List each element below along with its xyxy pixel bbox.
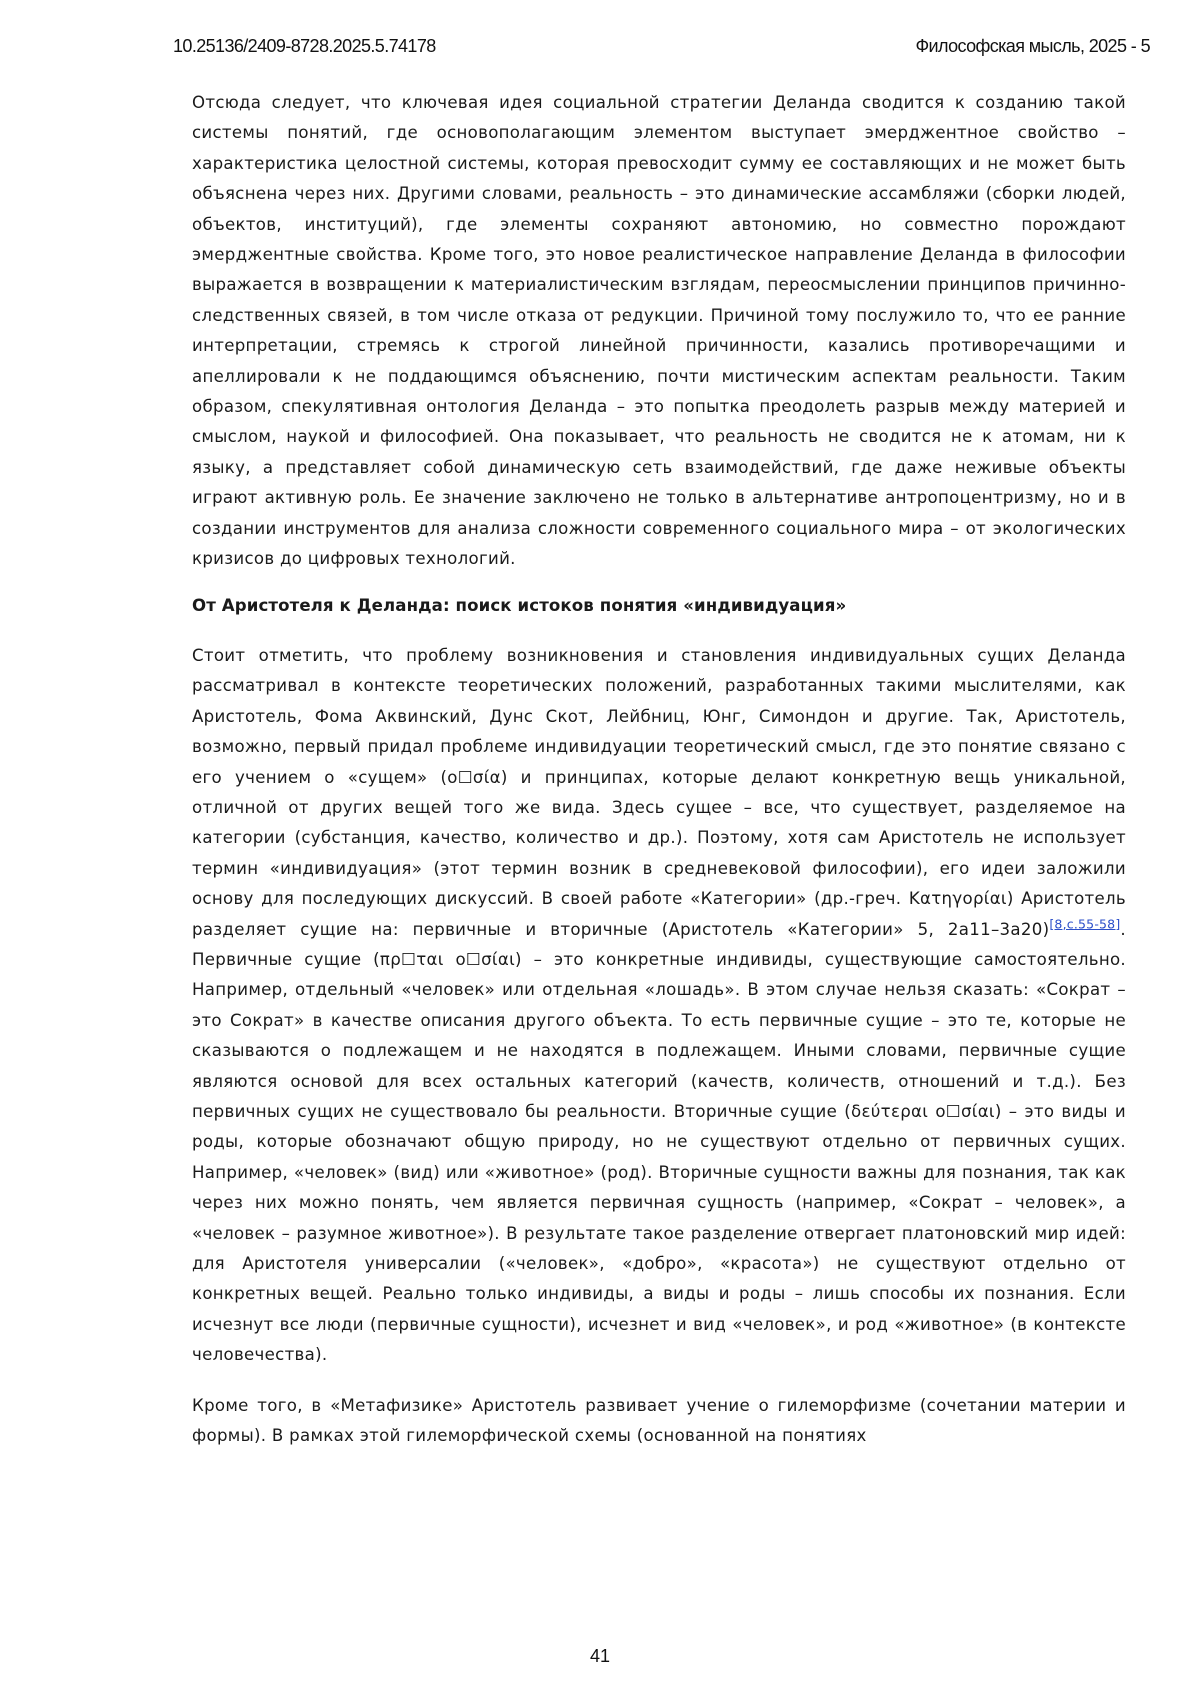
paragraph-hylomorphism: Кроме того, в «Метафизике» Аристотель развивает учение о гилеморфизме (сочетании материи и формы). В рамках этой гилеморфической схемы (основанной на понятиях xyxy=(192,1391,1126,1452)
paragraph-text-part-2: . Первичные сущие (πρ☐ται ο☐σίαι) – это конкретные индивиды, существующие самостоятельно. Например, отдельный «человек» или отдельная «лошадь». В этом случае нельзя сказать: «Сократ – это Сократ» в качестве описания другого объекта. То есть первичные сущие – это те, которые не сказываются о подлежащем и не находятся в подлежащем. Иными словами, первичные сущие являются основой для всех остальных категорий (качеств, количеств, отношений и т.д.). Без первичных сущих не существовало бы реальности. Вторичные сущие (δεύτεραι ο☐σίαι) – это виды и роды, которые обозначают общую природу, но не существуют отдельно от первичных сущих. Например, «человек» (вид) или «животное» (род). Вторичные сущности важны для познания, так как через них можно понять, чем является первичная сущность (например, «Сократ – человек», а «человек – разумное животное»). В результате такое разделение отвергает платоновский мир идей: для Аристотеля универсалии («человек», «добро», «красота») не существуют отдельно от конкретных вещей. Реально только индивиды, а виды и роды – лишь способы их познания. Если исчезнут все люди (первичные сущности), исчезнет и вид «человек», и род «животное» (в контексте человечества). xyxy=(192,920,1126,1365)
paragraph-aristotle-categories xyxy=(192,641,1126,1371)
running-header xyxy=(173,36,1150,62)
article-body xyxy=(192,88,1126,1451)
page-number: 41 xyxy=(0,1646,1200,1667)
citation-link[interactable]: [8,с.55-58] xyxy=(1049,916,1120,931)
paragraph-text-part-1: Стоит отметить, что проблему возникновения и становления индивидуальных сущих Деланда рассматривал в контексте теоретических положений, разработанных такими мыслителями, как Аристотель, Фома Аквинский, Дунс Скот, Лейбниц, Юнг, Симондон и другие. Так, Аристотель, возможно, первый придал проблеме индивидуации теоретический смысл, где это понятие связано с его учением о «сущем» (о☐σία) и принципах, которые делают конкретную вещь уникальной, отличной от других вещей того же вида. Здесь сущее – все, что существует, разделяемое на категории (субстанция, качество, количество и др.). Поэтому, хотя сам Аристотель не использует термин «индивидуация» (этот термин возник в средневековой философии), его идеи заложили основу для последующих дискуссий. В своей работе «Категории» (др.-греч. Κατηγορίαι) Аристотель разделяет сущие на: первичные и вторичные (Аристотель «Категории» 5, 2a11–3a20) xyxy=(192,646,1126,939)
section-heading: От Аристотеля к Деланда: поиск истоков понятия «индивидуация» xyxy=(192,591,1126,621)
journal-issue-label: Философская мысль, 2025 - 5 xyxy=(915,36,1150,57)
paragraph-emergent-properties: Отсюда следует, что ключевая идея социальной стратегии Деланда сводится к созданию такой системы понятий, где основополагающим элементом выступает эмерджентное свойство – характеристика целостной системы, которая превосходит сумму ее составляющих и не может быть объяснена через них. Другими словами, реальность – это динамические ассамбляжи (сборки людей, объектов, институций), где элементы сохраняют автономию, но совместно порождают эмерджентные свойства. Кроме того, это новое реалистическое направление Деланда в философии выражается в возвращении к материалистическим взглядам, переосмыслении принципов причинно-следственных связей, в том числе отказа от редукции. Причиной тому послужило то, что ее ранние интерпретации, стремясь к строгой линейной причинности, казались противоречащими и апеллировали к не поддающимся объяснению, почти мистическим аспектам реальности. Таким образом, спекулятивная онтология Деланда – это попытка преодолеть разрыв между материей и смыслом, наукой и философией. Она показывает, что реальность не сводится не к атомам, ни к языку, а представляет собой динамическую сеть взаимодействий, где даже неживые объекты играют активную роль. Ее значение заключено не только в альтернативе антропоцентризму, но и в создании инструментов для анализа сложности современного социального мира – от экологических кризисов до цифровых технологий. xyxy=(192,88,1126,575)
doi-label: 10.25136/2409-8728.2025.5.74178 xyxy=(173,36,436,57)
